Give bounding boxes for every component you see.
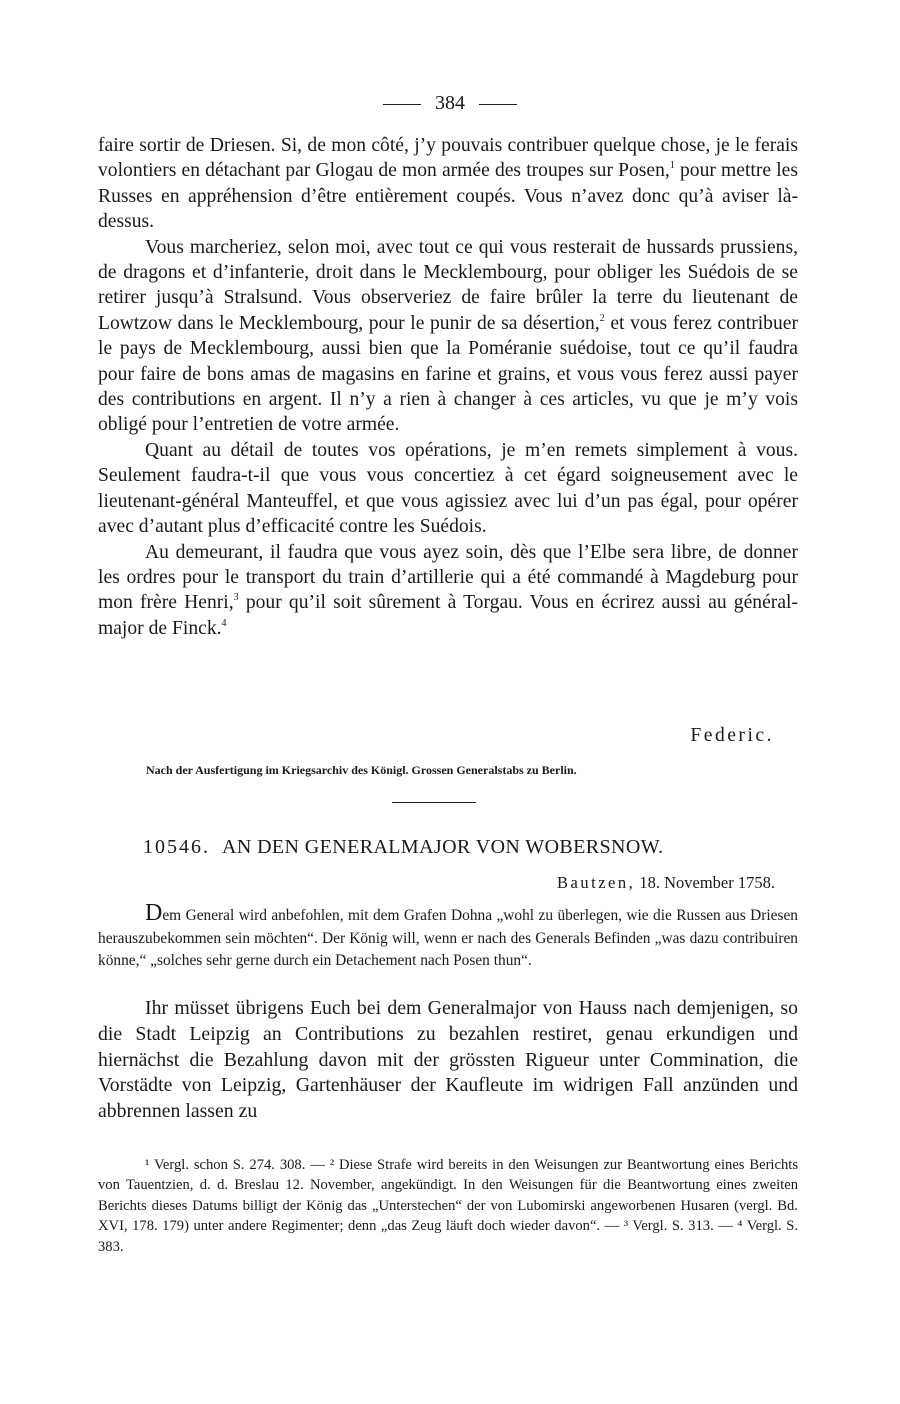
dash-left bbox=[383, 104, 421, 105]
footnote-mark: 2 bbox=[599, 312, 605, 324]
german-text: Ihr müsset übrigens Euch bei dem Generalmajor von Hauss nach demjenigen, so die Stadt Leipzig an Contributions zu bezahlen restiret, genau erkundigen und hiernächst die Bezahlung davon mit der grössten Rigueur unter Commination, die Vorstädte von Leipzig, Gartenhäuser der Kaufleute im widrigen Fall anzünden und abbrennen lassen zu bbox=[98, 997, 798, 1123]
regest-text: em General wird anbefohlen, mit dem Grafen Dohna „wohl zu überlegen, wie die Russen aus Driesen herauszubekommen sein möchten“. Der König will, wenn er nach des Generals Befinden „was dazu contribuiren könne,“ „solches sehr gerne durch ein Detachement nach Posen thun“. bbox=[98, 907, 798, 969]
dash-right bbox=[479, 104, 517, 105]
letter-paragraph: Vous marcheriez, selon moi, avec tout ce qui vous resterait de hussards prussiens, de dragons et d’infanterie, droit dans le Mecklembourg, pour obliger les Suédois de se retirer jusqu’à Stralsund. Vous observeriez de faire brûler la terre du lieutenant de Lowtzow dans le Mecklembourg, pour le punir de sa désertion,$^2$ et vous ferez contribuer le pays de Mecklembourg, aussi bien que la Poméranie suédoise, tout ce qu’il faudra pour faire de bons amas de magasins en farine et grains, et vous vous ferez aussi payer des contributions en argent. Il n’y a rien à changer à ces articles, vu que je m’y vois obligé pour l’entretien de votre armée. bbox=[98, 236, 798, 436]
letter-number: 10546. bbox=[143, 836, 210, 858]
footnote-mark: 3 bbox=[233, 592, 239, 604]
dateline bbox=[0, 873, 775, 893]
letter-paragraph: Au demeurant, il faudra que vous ayez soin, dès que l’Elbe sera libre, de donner les ordres pour le transport du train d’artillerie qui a été commandé à Magdeburg pour mon frère Henri,$^3$ pour qu’il soit sûrement à Torgau. Vous en écrirez aussi au général-major de Finck.$^4$ bbox=[98, 541, 798, 639]
letter-heading bbox=[143, 836, 664, 859]
dateline-place: Bautzen, bbox=[557, 873, 636, 892]
signature: Federic. bbox=[690, 725, 774, 746]
regest bbox=[98, 902, 798, 973]
source-note: Nach der Ausfertigung im Kriegsarchiv des Königl. Grossen Generalstabs zu Berlin. bbox=[146, 763, 577, 777]
letter-body bbox=[98, 133, 798, 641]
page-number-header bbox=[0, 92, 900, 115]
letter-paragraph: faire sortir de Driesen. Si, de mon côté, j’y pouvais contribuer quelque chose, je le ferais volontiers en détachant par Glogau de mon armée des troupes sur Posen,$^1$ pour mettre les Russes en appréhension d’être entièrement coupés. Vous n’avez donc qu’à aviser là-dessus. bbox=[98, 135, 798, 233]
footnotes: ¹ Vergl. schon S. 274. 308. — ² Diese Strafe wird bereits in den Weisungen zur Beantwortung eines Berichts von Tauentzien, d. d. Breslau 12. November, angekündigt. In den Weisungen für die Beantwortung eines zweiten Berichts dieses Datums billigt der König das „Unterstechen“ der von Lubomirski angeworbenen Husaren (vergl. Bd. XVI, 178. 179) unter andere Regimenter; denn „das Zeug läuft doch wieder davon“. — ³ Vergl. S. 313. — ⁴ Vergl. S. 383. bbox=[98, 1157, 798, 1255]
dateline-date: 18. November 1758. bbox=[639, 873, 775, 892]
letter-paragraph: Quant au détail de toutes vos opérations, je m’en remets simplement à vous. Seulement faudra-t-il que vous vous concertiez à cet égard soigneusement avec le lieutenant-général Manteuffel, et que vous agissiez avec lui d’un pas égal, pour opérer avec d’autant plus d’efficacité contre les Suédois. bbox=[98, 439, 798, 538]
footnote-mark: 4 bbox=[221, 617, 227, 629]
footnote-mark: 1 bbox=[669, 160, 675, 172]
letter-title: AN DEN GENERALMAJOR VON WOBERSNOW. bbox=[222, 836, 664, 858]
initial-letter: D bbox=[145, 900, 163, 926]
page-number: 384 bbox=[435, 92, 465, 114]
section-divider bbox=[392, 802, 476, 803]
